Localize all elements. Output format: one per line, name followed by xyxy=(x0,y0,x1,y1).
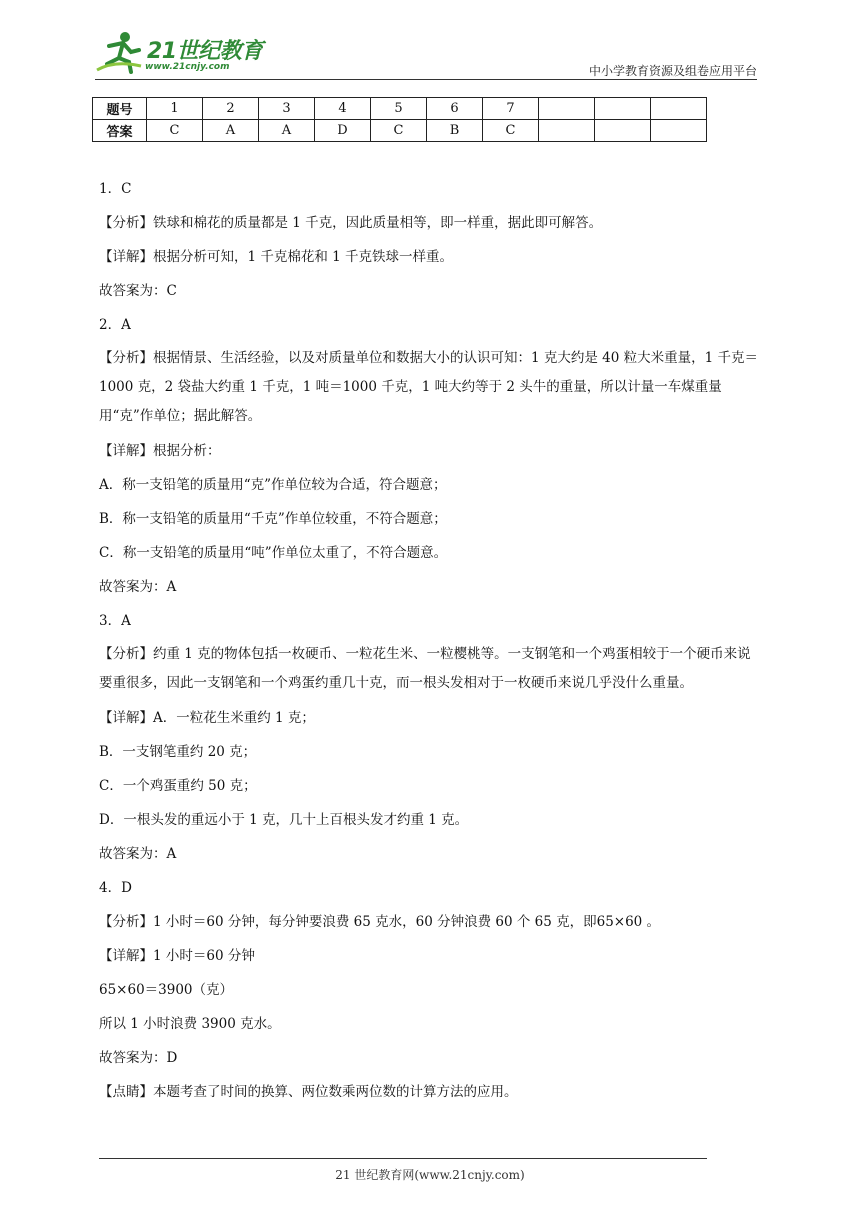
option-line: D．一根头发的重远小于 1 克，几十上百根头发才约重 1 克。 xyxy=(99,812,469,828)
question-heading: 4．D xyxy=(99,880,132,896)
question-number-cell: 7 xyxy=(483,98,539,120)
detail-line: 【详解】根据分析可知，1 千克棉花和 1 千克铁球一样重。 xyxy=(99,249,454,265)
answer-cell: C xyxy=(147,120,203,142)
platform-name: 中小学教育资源及组卷应用平台 xyxy=(588,64,757,78)
footer-divider xyxy=(99,1158,707,1159)
answer-line: 故答案为：A xyxy=(99,579,177,595)
question-heading: 1．C xyxy=(99,181,132,197)
question-number-cell: 2 xyxy=(203,98,259,120)
answer-cell xyxy=(651,120,707,142)
option-line: C．一个鸡蛋重约 50 克； xyxy=(99,778,257,794)
analysis-line: 【分析】约重 1 克的物体包括一枚硬币、一粒花生米、一粒樱桃等。一支钢笔和一个鸡蛋相较于一个硬币来说要重很多，因此一支钢笔和一个鸡蛋约重几十克，而一根头发相对于一枚硬币来说几乎没什么重量。 xyxy=(99,646,751,691)
question-number-cell: 5 xyxy=(371,98,427,120)
row-label-question: 题号 xyxy=(93,98,147,120)
question-number-row xyxy=(93,98,707,120)
header-divider xyxy=(95,79,757,80)
answer-cell: A xyxy=(203,120,259,142)
question-number-cell xyxy=(595,98,651,120)
option-line: C．称一支铅笔的质量用“吨”作单位太重了，不符合题意。 xyxy=(99,545,448,561)
detail-line: 【详解】根据分析： xyxy=(99,443,221,459)
row-label-answer: 答案 xyxy=(93,120,147,142)
question-number-cell: 3 xyxy=(259,98,315,120)
detail-line: 【详解】1 小时＝60 分钟 xyxy=(99,948,255,964)
answer-row xyxy=(93,120,707,142)
answer-cell xyxy=(595,120,651,142)
question-heading: 3．A xyxy=(99,613,131,629)
analysis-line: 【分析】铁球和棉花的质量都是 1 千克，因此质量相等，即一样重，据此即可解答。 xyxy=(99,215,603,231)
calculation-line: 65×60＝3900（克） xyxy=(99,982,234,998)
logo-text: 21世纪教育 xyxy=(147,39,263,64)
question-number-cell xyxy=(651,98,707,120)
question-number-cell xyxy=(539,98,595,120)
answer-table xyxy=(92,97,707,142)
question-number-cell: 1 xyxy=(147,98,203,120)
question-number-cell: 4 xyxy=(315,98,371,120)
answer-line: 故答案为：C xyxy=(99,283,177,299)
question-number-cell: 6 xyxy=(427,98,483,120)
answer-cell xyxy=(539,120,595,142)
detail-line: 【详解】A．一粒花生米重约 1 克； xyxy=(99,710,315,726)
option-line: B．称一支铅笔的质量用“千克”作单位较重，不符合题意； xyxy=(99,511,447,527)
logo-url: www.21cnjy.com xyxy=(145,62,230,72)
answer-line: 故答案为：A xyxy=(99,846,177,862)
question-heading: 2．A xyxy=(99,317,131,333)
answer-cell: D xyxy=(315,120,371,142)
page-header xyxy=(95,30,757,78)
runner-logo-icon xyxy=(95,30,145,74)
option-line: A．称一支铅笔的质量用“克”作单位较为合适，符合题意； xyxy=(99,477,447,493)
answer-cell: C xyxy=(371,120,427,142)
answer-line: 故答案为：D xyxy=(99,1050,178,1066)
page-footer: 21 世纪教育网(www.21cnjy.com) xyxy=(335,1168,525,1182)
site-logo xyxy=(95,30,265,76)
comment-line: 【点睛】本题考查了时间的换算、两位数乘两位数的计算方法的应用。 xyxy=(99,1084,518,1100)
answer-cell: B xyxy=(427,120,483,142)
option-line: B．一支钢笔重约 20 克； xyxy=(99,744,257,760)
solution-body xyxy=(99,172,759,1109)
answer-cell: A xyxy=(259,120,315,142)
analysis-line: 【分析】根据情景、生活经验，以及对质量单位和数据大小的认识可知：1 克大约是 40 粒大米重量，1 千克＝1000 克，2 袋盐大约重 1 千克，1 吨＝1000 千克，1 吨大约等于 2 头牛的重量，所以计量一车煤重量用“克”作单位；据此解答。 xyxy=(99,350,759,424)
answer-cell: C xyxy=(483,120,539,142)
conclusion-line: 所以 1 小时浪费 3900 克水。 xyxy=(99,1016,281,1032)
analysis-line: 【分析】1 小时＝60 分钟，每分钟要浪费 65 克水，60 分钟浪费 60 个 65 克，即65×60 。 xyxy=(99,914,661,930)
